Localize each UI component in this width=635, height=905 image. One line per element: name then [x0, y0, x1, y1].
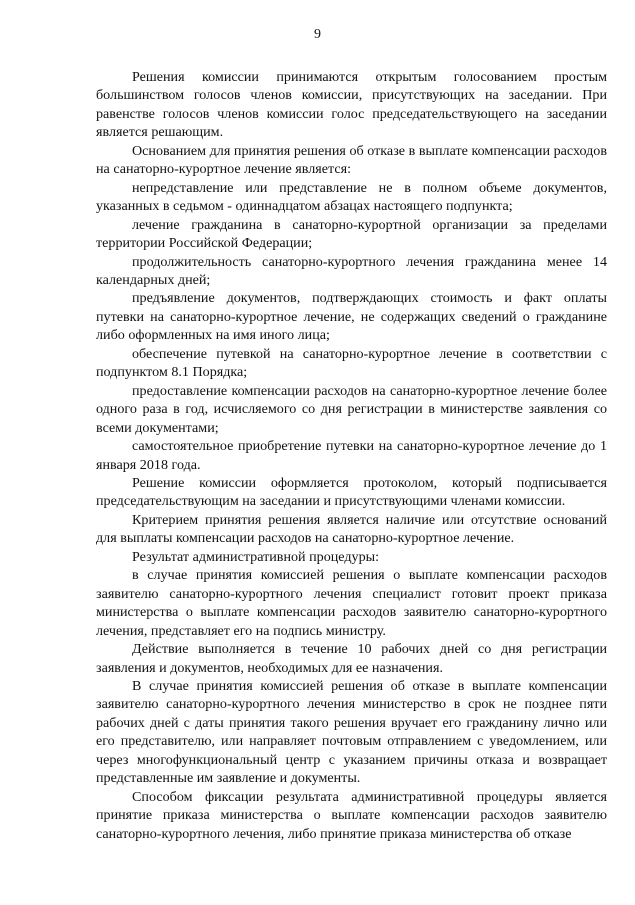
paragraph-result-fixation: Способом фиксации результата административной процедуры является принятие приказа министерства о выплате компенсации расходов заявителю санаторно-курортного лечения, либо принятие приказа министерства об отказе [96, 788, 607, 842]
paragraph-decision-criterion: Критерием принятия решения является наличие или отсутствие оснований для выплаты компенсации расходов на санаторно-курортное лечение. [96, 511, 607, 547]
paragraph-action-deadline: Действие выполняется в течение 10 рабочих дней со дня регистрации заявления и документов, необходимых для ее назначения. [96, 641, 607, 676]
document-body [96, 68, 607, 843]
paragraph-positive-decision: в случае принятия комиссией решения о выплате компенсации расходов заявителю санаторно-курортного лечения специалист готовит проект приказа министерства о выплате компенсации расходов заявителю санаторно-курортного лечения, представляет его на подпись министру. [96, 567, 607, 639]
paragraph-refusal-grounds-intro: Основанием для принятия решения об отказе в выплате компенсации расходов на санаторно-курортное лечение является: [96, 142, 607, 178]
paragraph-refusal-notification: В случае принятия комиссией решения об отказе в выплате компенсации заявителю санаторно-курортного лечения министерство в срок не позднее пяти рабочих дней с даты принятия такого решения вручает его гражданину лично или его представителю, или направляет почтовым отправлением с уведомлением, или через многофункциональный центр с указанием причины отказа и возвращает представленные им заявление и документы. [96, 677, 607, 787]
paragraph-ground-invalid-payment-documents: предъявление документов, подтверждающих стоимость и факт оплаты путевки на санаторно-курортное лечение, не содержащих сведений о гражданине либо оформленных на имя иного лица; [96, 290, 607, 344]
paragraph-decision-voting: Решения комиссии принимаются открытым голосованием простым большинством голосов членов комиссии, присутствующих на заседании. При равенстве голосов членов комиссии голос председательствующего на заседании является решающим. [96, 69, 607, 141]
paragraph-ground-abroad-treatment: лечение гражданина в санаторно-курортной организации за пределами территории Российской Федерации; [96, 216, 607, 252]
paragraph-ground-more-than-once-a-year: предоставление компенсации расходов на санаторно-курортное лечение более одного раза в год, исчисляемого со дня регистрации в министерстве заявления со всеми документами; [96, 382, 607, 436]
paragraph-ground-missing-documents: непредставление или представление не в полном объеме документов, указанных в седьмом - одиннадцатом абзацах настоящего подпункта; [96, 179, 607, 215]
paragraph-procedure-result-heading: Результат административной процедуры: [132, 548, 380, 565]
paragraph-protocol: Решение комиссии оформляется протоколом, который подписывается председательствующим на заседании и присутствующими членами комиссии. [96, 474, 607, 510]
page-number: 9 [314, 27, 321, 42]
paragraph-ground-short-duration: продолжительность санаторно-курортного лечения гражданина менее 14 календарных дней; [96, 253, 607, 288]
paragraph-ground-purchase-before-2018: самостоятельное приобретение путевки на санаторно-курортное лечение до 1 января 2018 года. [96, 438, 607, 473]
paragraph-ground-voucher-provided: обеспечение путевкой на санаторно-курортное лечение в соответствии с подпунктом 8.1 Порядка; [96, 345, 607, 381]
